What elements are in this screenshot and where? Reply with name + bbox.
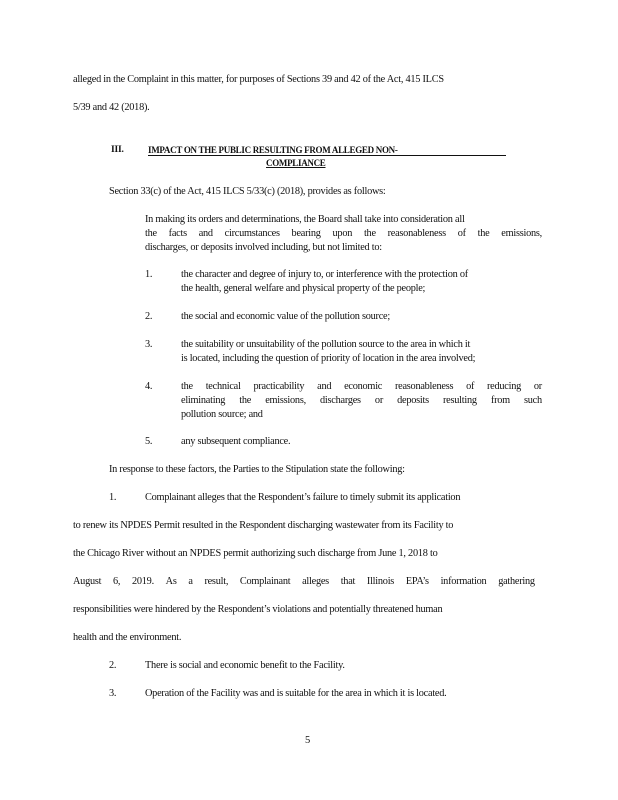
intro-line-1: alleged in the Complaint in this matter, for purposes of Sections 39 and 42 of the Act, 415 ILCS xyxy=(73,74,444,85)
statute-intro: Section 33(c) of the Act, 415 ILCS 5/33(c) (2018), provides as follows: xyxy=(109,186,386,197)
response-1-line-2: to renew its NPDES Permit resulted in the Respondent discharging wastewater from its Facility to xyxy=(73,520,454,531)
quote-line-2 xyxy=(145,227,542,240)
word: the xyxy=(363,228,376,239)
factor-4-line-3: pollution source; and xyxy=(181,409,263,420)
word: the xyxy=(477,228,490,239)
word: of xyxy=(466,381,475,392)
factor-3-line-2: is located, including the question of priority of location in the area involved; xyxy=(181,353,476,364)
response-1-line-3: the Chicago River without an NPDES permit authorizing such discharge from June 1, 2018 to xyxy=(73,548,438,559)
word: result, xyxy=(204,576,229,587)
word: eliminating xyxy=(181,395,226,406)
word: reasonableness xyxy=(394,381,454,392)
word: reasonableness xyxy=(387,228,446,239)
section-title-underline xyxy=(148,155,506,156)
word: or xyxy=(374,395,383,406)
factor-4-line-1 xyxy=(181,380,542,393)
word: information xyxy=(440,576,487,587)
response-intro: In response to these factors, the Parties to the Stipulation state the following: xyxy=(109,464,405,475)
word: and xyxy=(317,381,332,392)
word: that xyxy=(340,576,356,587)
response-2-number: 2. xyxy=(109,660,117,671)
word: of xyxy=(457,228,466,239)
word: 2019. xyxy=(131,576,154,587)
page-number: 5 xyxy=(305,735,311,746)
factor-1-line-1: the character and degree of injury to, or interference with the protection of xyxy=(181,269,468,280)
word: EPA’s xyxy=(405,576,429,587)
word: upon xyxy=(332,228,353,239)
word: or xyxy=(533,381,542,392)
word: emissions, xyxy=(265,395,306,406)
factor-1-number: 1. xyxy=(145,269,153,280)
intro-line-2: 5/39 and 42 (2018). xyxy=(73,102,150,113)
factor-4-number: 4. xyxy=(145,381,153,392)
word: resulting xyxy=(442,395,477,406)
word: gathering xyxy=(498,576,535,587)
word: discharges xyxy=(320,395,361,406)
word: August xyxy=(73,576,102,587)
factor-1-line-2: the health, general welfare and physical property of the people; xyxy=(181,283,426,294)
word: As xyxy=(165,576,177,587)
quote-line-1: In making its orders and determinations, the Board shall take into consideration all xyxy=(145,214,465,225)
word: the xyxy=(239,395,252,406)
word: alleges xyxy=(302,576,329,587)
word: 6, xyxy=(113,576,121,587)
word: economic xyxy=(344,381,383,392)
word: the xyxy=(181,381,193,392)
word: and xyxy=(198,228,213,239)
factor-3-number: 3. xyxy=(145,339,153,350)
word: emissions, xyxy=(501,228,542,239)
response-1-line-6: health and the environment. xyxy=(73,632,182,643)
word: a xyxy=(188,576,193,587)
response-1-line-1: Complainant alleges that the Respondent’s failure to timely submit its application xyxy=(145,492,461,503)
factor-5-number: 5. xyxy=(145,436,153,447)
word: Complainant xyxy=(239,576,291,587)
word: facts xyxy=(168,228,187,239)
word: practicability xyxy=(253,381,305,392)
response-1-number: 1. xyxy=(109,492,117,503)
factor-2-number: 2. xyxy=(145,311,153,322)
word: such xyxy=(524,395,542,406)
word: from xyxy=(490,395,510,406)
word: technical xyxy=(205,381,241,392)
response-1-line-5: responsibilities were hindered by the Respondent’s violations and potentially threatened human xyxy=(73,604,443,615)
factor-4-line-2 xyxy=(181,394,542,407)
quote-line-3: discharges, or deposits involved including, but not limited to: xyxy=(145,242,382,253)
word: the xyxy=(145,228,157,239)
factor-5-line-1: any subsequent compliance. xyxy=(181,436,291,447)
factor-2-line-1: the social and economic value of the pollution source; xyxy=(181,311,390,322)
response-3-line-1: Operation of the Facility was and is suitable for the area in which it is located. xyxy=(145,688,447,699)
word: bearing xyxy=(291,228,321,239)
word: circumstances xyxy=(224,228,280,239)
section-title-line-1: IMPACT ON THE PUBLIC RESULTING FROM ALLEGED NON- xyxy=(148,145,398,155)
response-1-line-4 xyxy=(73,575,535,588)
factor-3-line-1: the suitability or unsuitability of the pollution source to the area in which it xyxy=(181,339,471,350)
response-3-number: 3. xyxy=(109,688,117,699)
word: deposits xyxy=(397,395,429,406)
section-number: III. xyxy=(111,145,124,155)
response-2-line-1: There is social and economic benefit to the Facility. xyxy=(145,660,345,671)
word: reducing xyxy=(487,381,522,392)
word: Illinois xyxy=(366,576,395,587)
section-title-line-2: COMPLIANCE xyxy=(266,158,326,168)
